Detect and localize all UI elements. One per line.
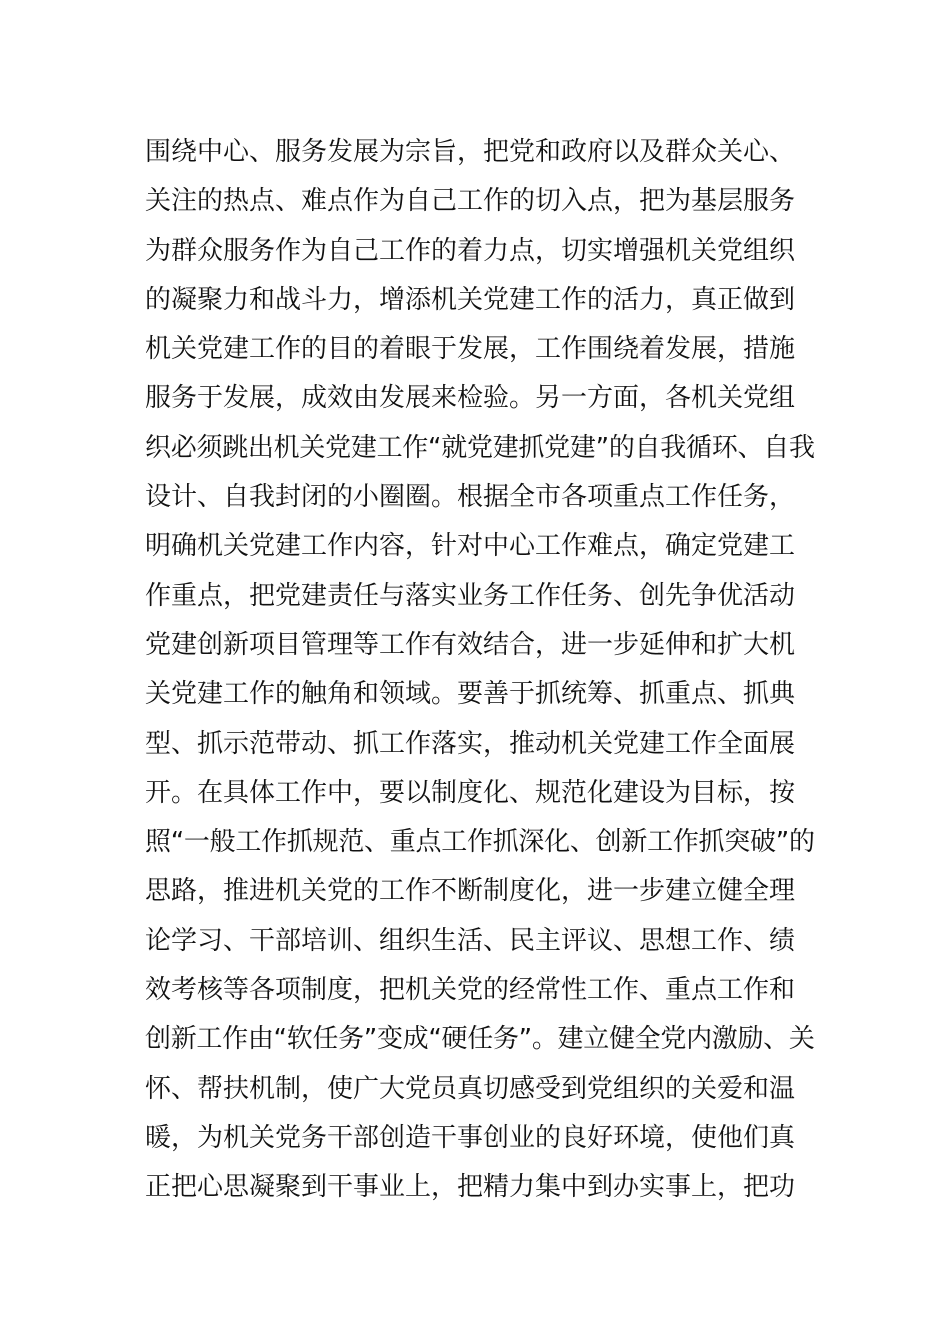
text-line-4: 的凝聚力和战斗力，增添机关党建工作的活力，真正做到 (145, 284, 796, 315)
text-line-6: 服务于发展，成效由发展来检验。另一方面，各机关党组 (145, 383, 796, 414)
text-line-14: 开。在具体工作中，要以制度化、规范化建设为目标，按 (145, 777, 796, 808)
text-line-2: 关注的热点、难点作为自己工作的切入点，把为基层服务 (145, 186, 796, 217)
text-line-12: 关党建工作的触角和领域。要善于抓统筹、抓重点、抓典 (145, 679, 796, 710)
text-line-7: 织必须跳出机关党建工作“就党建抓党建”的自我循环、自我 (145, 432, 815, 463)
text-line-11: 党建创新项目管理等工作有效结合，进一步延伸和扩大机 (145, 629, 796, 660)
text-line-5: 机关党建工作的目的着眼于发展，工作围绕着发展，措施 (145, 334, 796, 365)
text-line-10: 作重点，把党建责任与落实业务工作任务、创先争优活动 (145, 580, 796, 611)
text-line-18: 效考核等各项制度，把机关党的经常性工作、重点工作和 (145, 975, 796, 1006)
text-line-1: 围绕中心、服务发展为宗旨，把党和政府以及群众关心、 (145, 137, 796, 167)
text-line-19: 创新工作由“软任务”变成“硬任务”。建立健全党内激励、关 (145, 1024, 815, 1055)
text-line-16: 思路，推进机关党的工作不断制度化，进一步建立健全理 (145, 876, 796, 907)
text-line-13: 型、抓示范带动、抓工作落实，推动机关党建工作全面展 (145, 728, 796, 759)
text-line-17: 论学习、干部培训、组织生活、民主评议、思想工作、绩 (145, 925, 796, 956)
text-line-22: 正把心思凝聚到干事业上，把精力集中到办实事上，把功 (145, 1172, 796, 1203)
text-line-9: 明确机关党建工作内容，针对中心工作难点，确定党建工 (145, 531, 796, 562)
text-line-3: 为群众服务作为自己工作的着力点，切实增强机关党组织 (145, 235, 796, 266)
text-line-15: 照“一般工作抓规范、重点工作抓深化、创新工作抓突破”的 (145, 827, 815, 858)
text-line-21: 暖，为机关党务干部创造干事创业的良好环境，使他们真 (145, 1122, 796, 1153)
body-text (145, 128, 815, 1213)
text-line-8: 设计、自我封闭的小圈圈。根据全市各项重点工作任务， (145, 482, 796, 513)
text-line-20: 怀、帮扶机制，使广大党员真切感受到党组织的关爱和温 (145, 1073, 796, 1104)
